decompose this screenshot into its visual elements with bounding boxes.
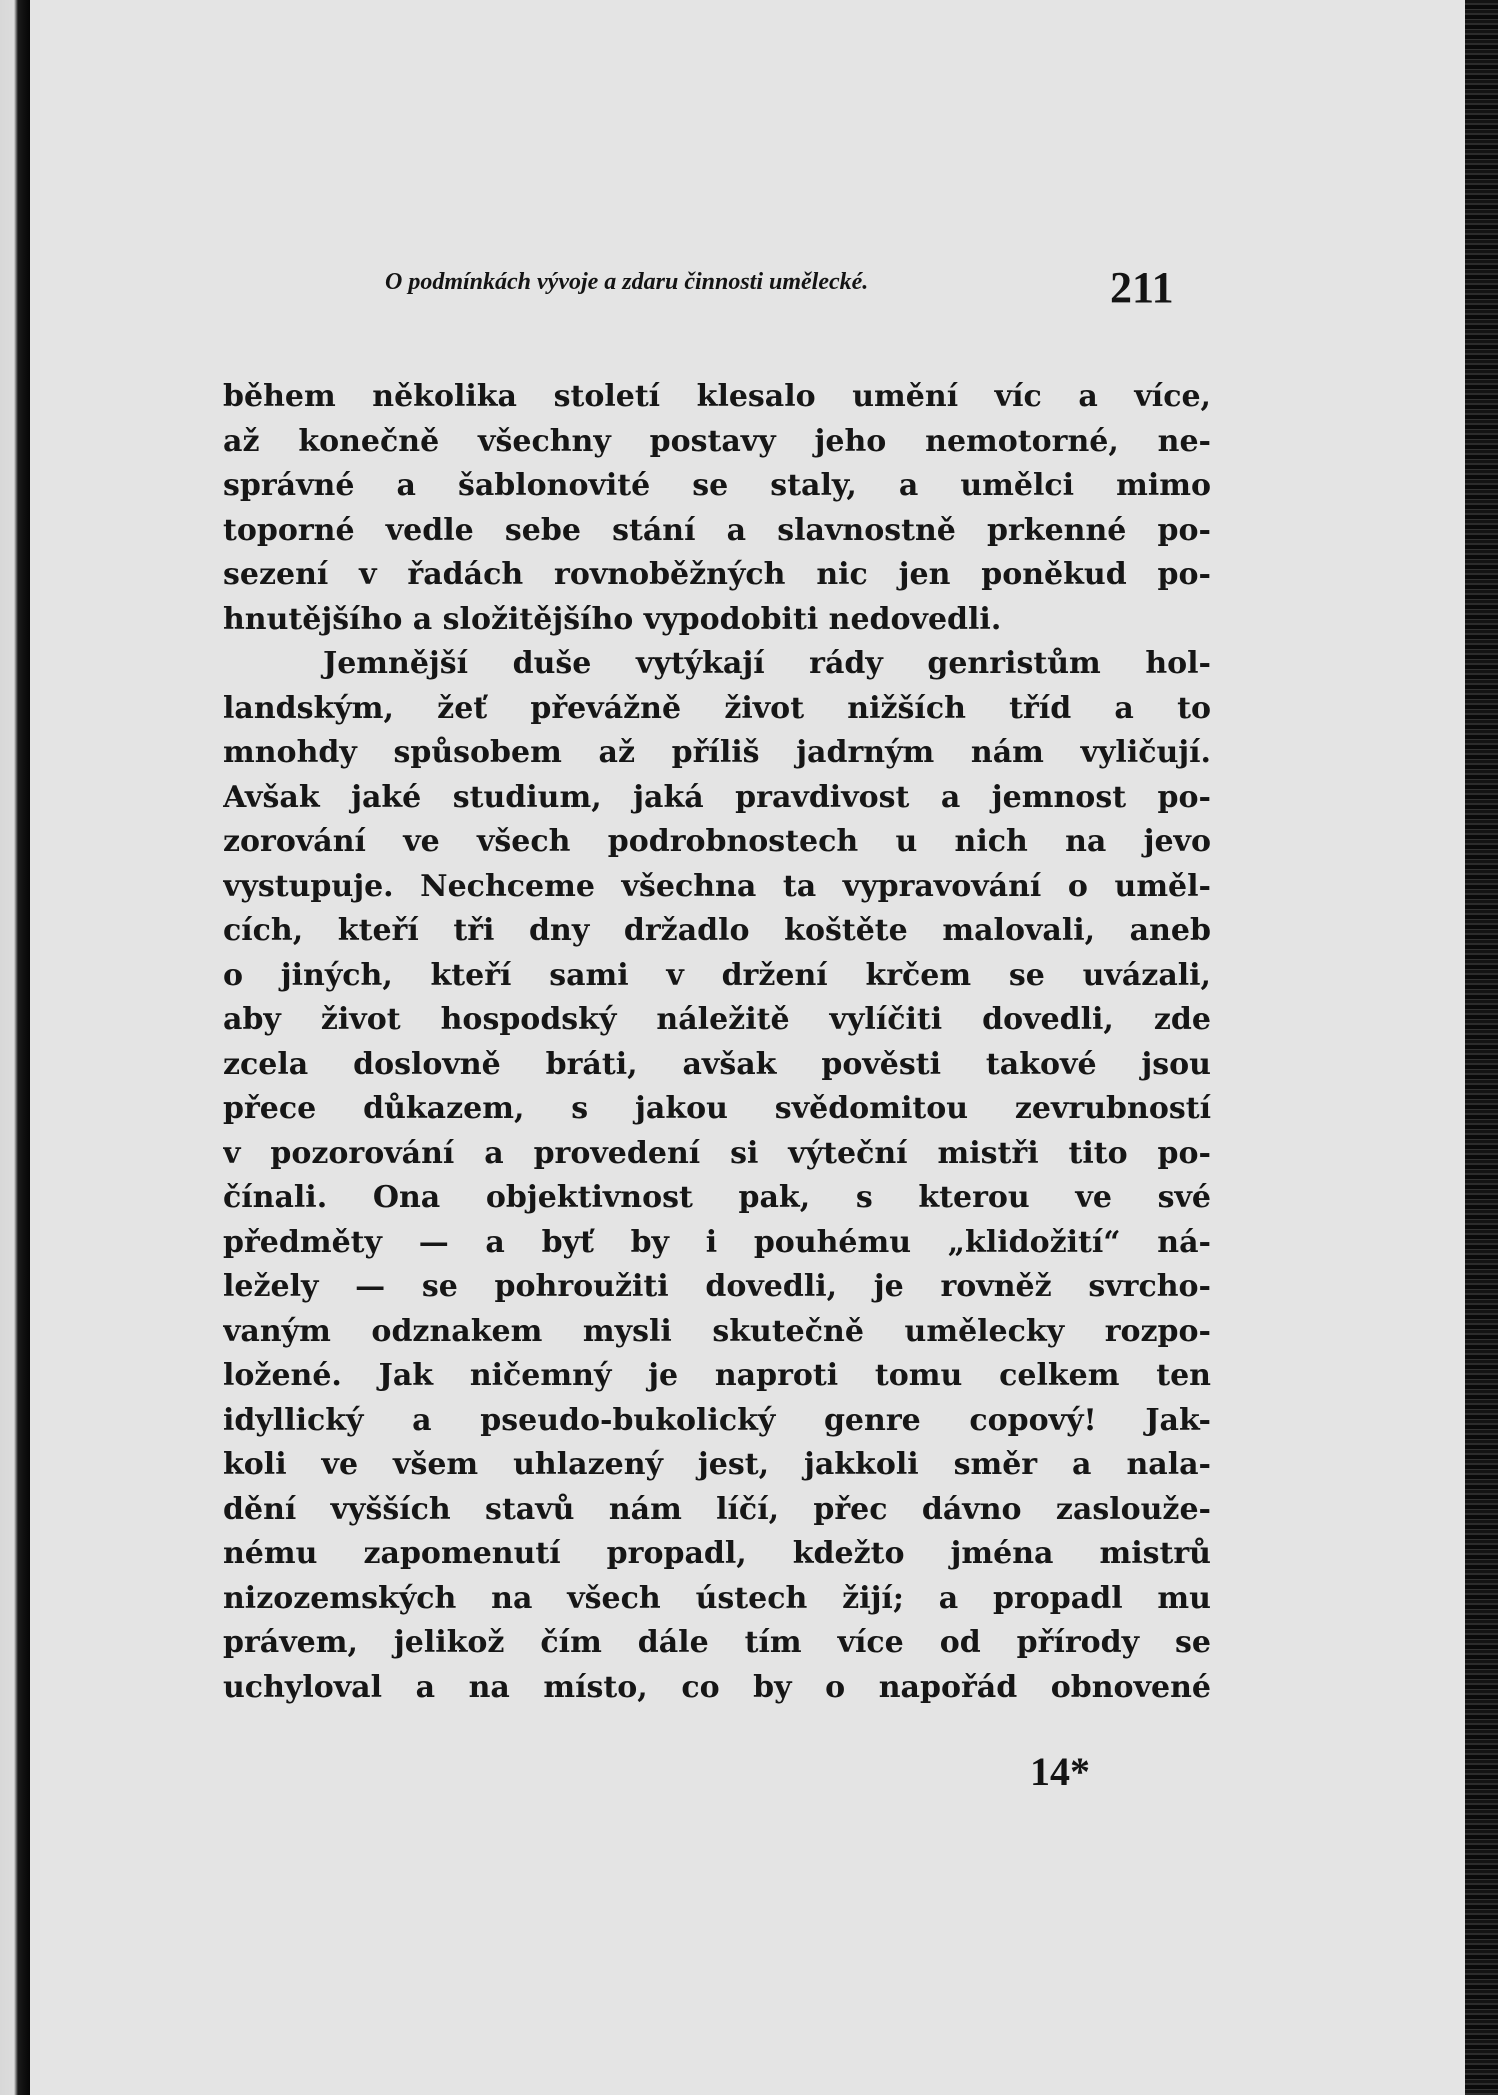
- text-line: hnutějšího a složitějšího vypodobiti nedovedli.: [223, 601, 1002, 637]
- page-number: 211: [1110, 263, 1174, 312]
- text-line: v pozorování a provedení si výteční mistři tito po-: [223, 1135, 1211, 1171]
- text-line: landským, žeť převážně život nižších tříd a to: [223, 690, 1211, 726]
- text-line: během několika století klesalo umění víc a více,: [223, 379, 1211, 414]
- text-line: sezení v řadách rovnoběžných nic jen poněkud po-: [223, 557, 1211, 592]
- text-line: až konečně všechny postavy jeho nemotorné, ne-: [223, 423, 1211, 459]
- text-line: vystupuje. Nechceme všechna ta vypravování o uměl-: [223, 868, 1211, 904]
- text-line: toporné vedle sebe stání a slavnostně prkenné po-: [223, 512, 1211, 548]
- text-line: idyllický a pseudo-bukolický genre copový! Jak-: [223, 1402, 1211, 1438]
- body-text: [223, 375, 1211, 1710]
- text-line: zorování ve všech podrobnostech u nich na jevo: [223, 824, 1211, 859]
- page-header: [30, 262, 1465, 322]
- text-line: nému zapomenutí propadl, kdežto jména mistrů: [223, 1536, 1211, 1571]
- text-line: Jemnější duše vytýkají rády genristům hol-: [323, 646, 1211, 681]
- text-line: přece důkazem, s jakou svědomitou zevrubností: [223, 1091, 1211, 1126]
- text-line: ložené. Jak ničemný je naproti tomu celkem ten: [223, 1358, 1211, 1393]
- text-line: uchyloval a na místo, co by o napořád obnovené: [223, 1669, 1211, 1705]
- text-line: předměty — a byť by i pouhému „klidožití“ ná-: [223, 1224, 1211, 1260]
- text-line: správné a šablonovité se staly, a umělci mimo: [223, 468, 1211, 503]
- text-line: Avšak jaké studium, jaká pravdivost a jemnost po-: [223, 779, 1211, 815]
- text-line: mnohdy spůsobem až příliš jadrným nám vyličují.: [223, 735, 1211, 770]
- text-line: čínali. Ona objektivnost pak, s kterou ve své: [223, 1180, 1211, 1215]
- signature-mark: 14*: [1030, 1749, 1090, 1794]
- text-line: cích, kteří tři dny držadlo koštěte malovali, aneb: [223, 913, 1211, 948]
- running-title: O podmínkách vývoje a zdaru činnosti umělecké.: [385, 269, 869, 295]
- text-line: dění vyšších stavů nám líčí, přec dávno zaslouže-: [223, 1491, 1211, 1527]
- text-line: zcela doslovně bráti, avšak pověsti takové jsou: [223, 1046, 1211, 1082]
- text-line: koli ve všem uhlazený jest, jakkoli směr a nala-: [223, 1447, 1211, 1482]
- binding-edge: [0, 0, 30, 2095]
- text-line: nizozemských na všech ústech žijí; a propadl mu: [223, 1580, 1211, 1616]
- book-page: [30, 0, 1465, 2095]
- text-line: aby život hospodský náležitě vylíčiti dovedli, zde: [223, 1002, 1211, 1037]
- text-line: ležely — se pohroužiti dovedli, je rovněž svrcho-: [223, 1269, 1211, 1304]
- scan-edge: [1465, 0, 1498, 2095]
- text-line: právem, jelikož čím dále tím více od přírody se: [223, 1625, 1211, 1660]
- text-line: o jiných, kteří sami v držení krčem se uvázali,: [223, 957, 1211, 993]
- text-line: vaným odznakem mysli skutečně umělecky rozpo-: [223, 1313, 1211, 1349]
